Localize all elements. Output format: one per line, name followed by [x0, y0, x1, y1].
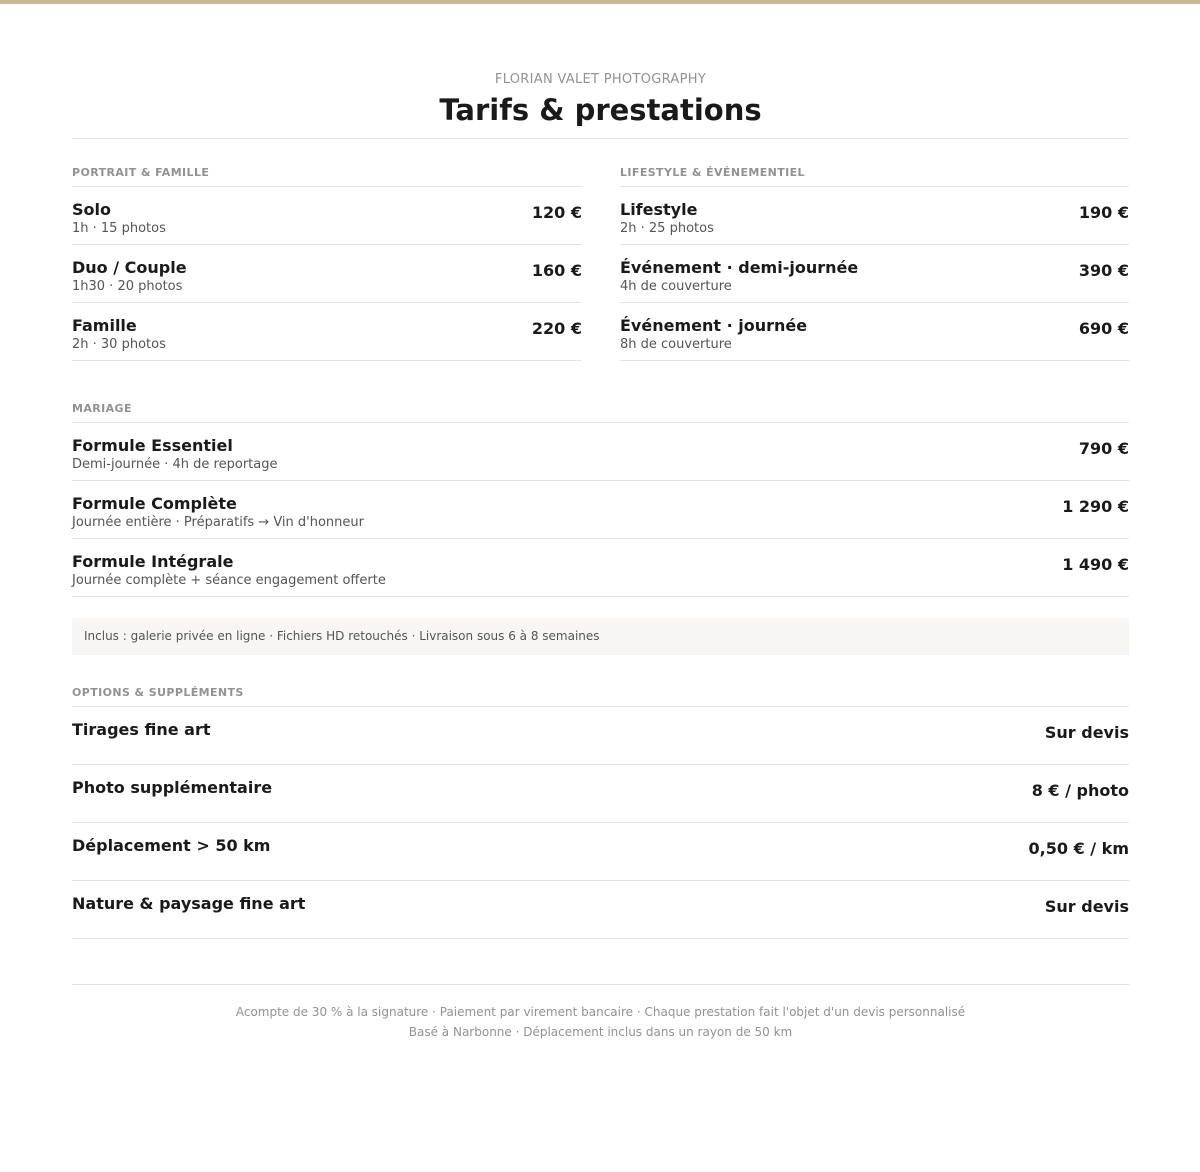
item-name: Lifestyle	[620, 200, 698, 219]
price-item	[72, 881, 1129, 939]
header-divider	[72, 138, 1129, 139]
price-item	[72, 303, 582, 361]
price-item	[620, 187, 1129, 245]
item-price: 1 490 €	[1062, 555, 1129, 574]
item-name: Déplacement > 50 km	[72, 836, 271, 855]
item-description: 1h · 15 photos	[72, 221, 166, 236]
section-label: PORTRAIT & FAMILLE	[72, 159, 582, 187]
item-price: 160 €	[531, 261, 582, 280]
section-portrait-famille	[72, 159, 582, 361]
footer-location: Basé à Narbonne · Déplacement inclus dans un rayon de 50 km	[408, 1025, 793, 1039]
section-label: OPTIONS & SUPPLÉMENTS	[72, 679, 1129, 707]
price-item	[72, 245, 582, 303]
section-label: LIFESTYLE & ÉVÉNEMENTIEL	[620, 159, 1129, 187]
item-name: Famille	[72, 316, 137, 335]
item-price: 8 € / photo	[1031, 781, 1129, 800]
price-item	[620, 303, 1129, 361]
top-accent-bar	[0, 0, 1200, 4]
page-title: Tarifs & prestations	[439, 93, 762, 127]
item-name: Événement · demi-journée	[620, 258, 859, 277]
footer-terms: Acompte de 30 % à la signature · Paiement par virement bancaire · Chaque prestation fait l'objet d'un devis personnalisé	[235, 1005, 966, 1019]
price-item	[72, 187, 582, 245]
item-price: 790 €	[1078, 439, 1129, 458]
item-description: Journée complète + séance engagement offerte	[72, 573, 386, 588]
price-item	[72, 707, 1129, 765]
item-price: 690 €	[1078, 319, 1129, 338]
item-price: 1 290 €	[1062, 497, 1129, 516]
item-name: Événement · journée	[620, 316, 808, 335]
brand-name: FLORIAN VALET PHOTOGRAPHY	[494, 72, 707, 87]
price-item	[72, 481, 1129, 539]
item-price: Sur devis	[1044, 897, 1129, 916]
item-price: 0,50 € / km	[1028, 839, 1129, 858]
item-name: Solo	[72, 200, 111, 219]
item-name: Formule Complète	[72, 494, 237, 513]
price-item	[620, 245, 1129, 303]
item-description: 4h de couverture	[620, 279, 732, 294]
item-price: 190 €	[1078, 203, 1129, 222]
item-price: 120 €	[531, 203, 582, 222]
item-description: 2h · 30 photos	[72, 337, 166, 352]
price-item	[72, 765, 1129, 823]
included-note: Inclus : galerie privée en ligne · Fichiers HD retouchés · Livraison sous 6 à 8 semaines	[72, 618, 1129, 655]
section-lifestyle-evenementiel	[620, 159, 1129, 361]
item-description: 8h de couverture	[620, 337, 732, 352]
price-item	[72, 539, 1129, 597]
item-price: Sur devis	[1044, 723, 1129, 742]
item-price: 390 €	[1078, 261, 1129, 280]
item-description: 1h30 · 20 photos	[72, 279, 183, 294]
section-options-supplements	[72, 679, 1129, 939]
item-name: Tirages fine art	[72, 720, 211, 739]
item-name: Nature & paysage fine art	[72, 894, 306, 913]
item-name: Duo / Couple	[72, 258, 187, 277]
item-name: Photo supplémentaire	[72, 778, 273, 797]
footer-divider	[72, 984, 1129, 985]
section-label: MARIAGE	[72, 395, 1129, 423]
price-item	[72, 423, 1129, 481]
item-price: 220 €	[531, 319, 582, 338]
section-mariage	[72, 395, 1129, 597]
price-item	[72, 823, 1129, 881]
item-description: Demi-journée · 4h de reportage	[72, 457, 278, 472]
item-description: 2h · 25 photos	[620, 221, 714, 236]
item-name: Formule Essentiel	[72, 436, 233, 455]
item-name: Formule Intégrale	[72, 552, 234, 571]
item-description: Journée entière · Préparatifs → Vin d'honneur	[72, 515, 364, 530]
